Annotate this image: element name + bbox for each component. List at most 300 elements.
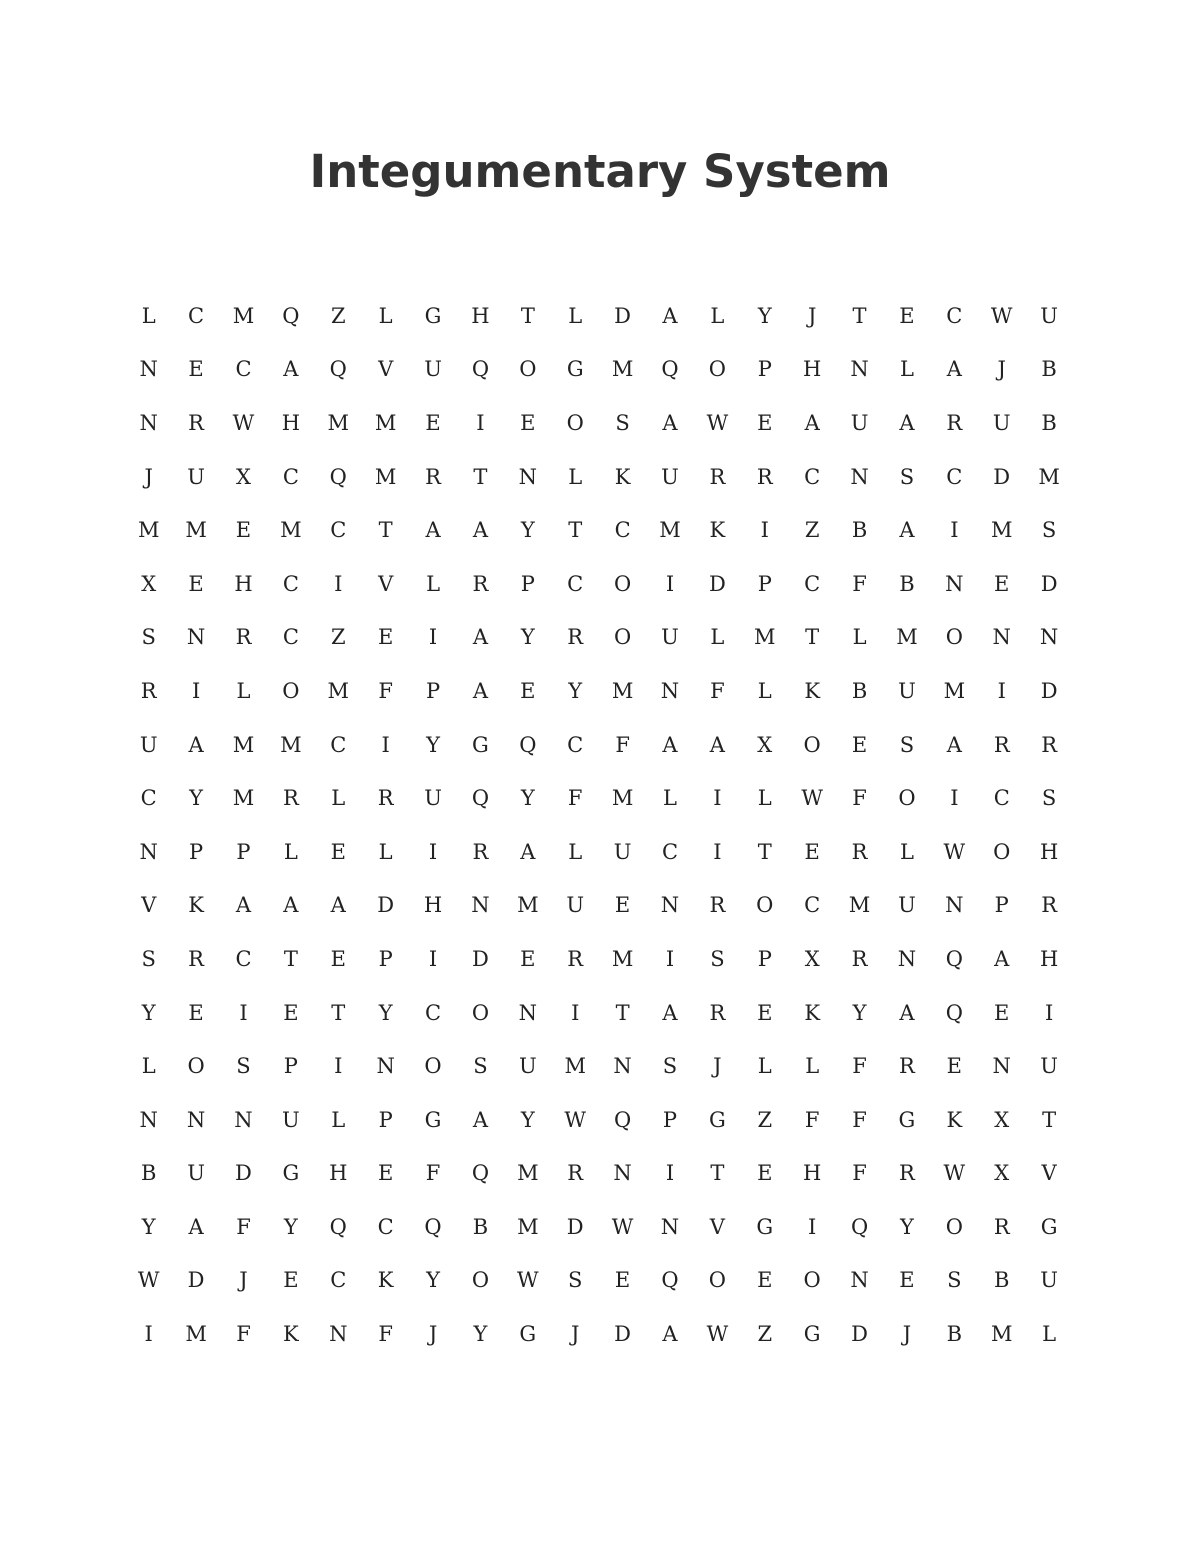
- grid-cell[interactable]: Q: [329, 464, 347, 489]
- grid-cell[interactable]: Z: [330, 303, 346, 328]
- grid-cell[interactable]: S: [710, 946, 725, 971]
- grid-cell[interactable]: R: [567, 946, 584, 971]
- grid-cell[interactable]: L: [899, 839, 914, 864]
- grid-cell[interactable]: F: [615, 732, 630, 757]
- grid-cell[interactable]: Q: [945, 946, 963, 971]
- grid-cell[interactable]: J: [807, 303, 817, 328]
- grid-cell[interactable]: F: [852, 1107, 867, 1132]
- grid-cell[interactable]: U: [282, 1107, 300, 1132]
- grid-cell[interactable]: D: [708, 571, 726, 596]
- grid-cell[interactable]: G: [566, 357, 584, 382]
- grid-cell[interactable]: N: [376, 1054, 395, 1079]
- grid-cell[interactable]: F: [567, 786, 583, 811]
- grid-cell[interactable]: Y: [426, 1268, 440, 1293]
- grid-cell[interactable]: A: [520, 839, 536, 864]
- grid-cell[interactable]: Y: [426, 732, 440, 757]
- grid-cell[interactable]: A: [899, 518, 915, 543]
- grid-cell[interactable]: C: [377, 1214, 394, 1239]
- grid-cell[interactable]: Q: [613, 1107, 632, 1132]
- grid-cell[interactable]: N: [660, 1214, 680, 1239]
- grid-cell[interactable]: A: [188, 1214, 204, 1239]
- grid-cell[interactable]: F: [852, 1054, 867, 1079]
- grid-cell[interactable]: N: [329, 1322, 348, 1347]
- grid-cell[interactable]: R: [993, 1214, 1010, 1239]
- grid-cell[interactable]: P: [757, 946, 772, 971]
- grid-cell[interactable]: M: [327, 678, 350, 703]
- grid-cell[interactable]: C: [235, 357, 252, 382]
- grid-cell[interactable]: J: [239, 1268, 248, 1293]
- grid-cell[interactable]: A: [662, 410, 678, 435]
- grid-cell[interactable]: O: [519, 357, 537, 382]
- grid-cell[interactable]: S: [141, 625, 156, 650]
- grid-cell[interactable]: D: [566, 1214, 584, 1239]
- grid-cell[interactable]: J: [571, 1322, 580, 1347]
- grid-cell[interactable]: A: [709, 732, 725, 757]
- grid-cell[interactable]: B: [1041, 410, 1057, 435]
- grid-cell[interactable]: U: [850, 410, 869, 435]
- grid-cell[interactable]: L: [283, 839, 298, 864]
- grid-cell[interactable]: D: [851, 1322, 868, 1347]
- grid-cell[interactable]: C: [330, 518, 347, 543]
- grid-cell[interactable]: I: [665, 946, 675, 971]
- grid-cell[interactable]: M: [943, 678, 966, 703]
- grid-cell[interactable]: L: [663, 786, 677, 811]
- grid-cell[interactable]: S: [615, 410, 630, 435]
- grid-cell[interactable]: R: [282, 786, 299, 811]
- grid-cell[interactable]: U: [992, 410, 1011, 435]
- grid-cell[interactable]: N: [992, 1054, 1011, 1079]
- grid-cell[interactable]: N: [850, 464, 869, 489]
- grid-cell[interactable]: F: [852, 786, 867, 811]
- grid-cell[interactable]: Y: [141, 1000, 156, 1025]
- grid-cell[interactable]: L: [331, 1107, 346, 1132]
- grid-cell[interactable]: E: [283, 1000, 299, 1025]
- grid-cell[interactable]: Y: [520, 625, 535, 650]
- grid-cell[interactable]: D: [1040, 571, 1058, 596]
- grid-cell[interactable]: S: [1041, 786, 1057, 811]
- grid-cell[interactable]: P: [189, 839, 204, 864]
- grid-cell[interactable]: H: [423, 893, 443, 918]
- grid-cell[interactable]: N: [139, 1107, 158, 1132]
- grid-cell[interactable]: U: [898, 893, 916, 918]
- grid-cell[interactable]: M: [564, 1054, 586, 1079]
- grid-cell[interactable]: W: [706, 410, 729, 435]
- grid-cell[interactable]: R: [425, 464, 441, 489]
- grid-cell[interactable]: G: [424, 303, 442, 328]
- grid-cell[interactable]: L: [568, 464, 583, 489]
- grid-cell[interactable]: T: [283, 946, 298, 971]
- grid-cell[interactable]: K: [804, 678, 821, 703]
- grid-cell[interactable]: S: [141, 946, 156, 971]
- grid-cell[interactable]: C: [804, 893, 821, 918]
- grid-cell[interactable]: Y: [473, 1322, 488, 1347]
- grid-cell[interactable]: S: [662, 1054, 678, 1079]
- grid-cell[interactable]: M: [990, 518, 1013, 543]
- grid-cell[interactable]: I: [144, 1322, 153, 1347]
- grid-cell[interactable]: P: [757, 571, 772, 596]
- grid-cell[interactable]: L: [757, 1054, 772, 1079]
- grid-cell[interactable]: C: [425, 1000, 442, 1025]
- grid-cell[interactable]: W: [706, 1322, 729, 1347]
- grid-cell[interactable]: G: [1040, 1214, 1058, 1239]
- grid-cell[interactable]: B: [1041, 357, 1057, 382]
- grid-cell[interactable]: C: [993, 786, 1010, 811]
- grid-cell[interactable]: L: [426, 571, 441, 596]
- grid-cell[interactable]: N: [1039, 625, 1059, 650]
- grid-cell[interactable]: I: [713, 786, 722, 811]
- grid-cell[interactable]: K: [804, 1000, 821, 1025]
- grid-cell[interactable]: Y: [520, 1107, 535, 1132]
- grid-cell[interactable]: M: [611, 946, 634, 971]
- grid-cell[interactable]: D: [235, 1161, 252, 1186]
- grid-cell[interactable]: U: [424, 786, 442, 811]
- grid-cell[interactable]: I: [665, 571, 675, 596]
- grid-cell[interactable]: N: [234, 1107, 253, 1132]
- grid-cell[interactable]: P: [425, 678, 441, 703]
- grid-cell[interactable]: S: [568, 1268, 583, 1293]
- grid-cell[interactable]: Q: [471, 786, 490, 811]
- grid-cell[interactable]: M: [517, 893, 539, 918]
- grid-cell[interactable]: C: [804, 571, 821, 596]
- grid-cell[interactable]: U: [139, 732, 158, 757]
- grid-cell[interactable]: M: [517, 1161, 539, 1186]
- grid-cell[interactable]: O: [424, 1054, 442, 1079]
- grid-cell[interactable]: N: [139, 357, 158, 382]
- grid-cell[interactable]: O: [613, 625, 632, 650]
- grid-cell[interactable]: V: [141, 893, 157, 918]
- grid-cell[interactable]: I: [334, 571, 343, 596]
- grid-cell[interactable]: K: [614, 464, 631, 489]
- grid-cell[interactable]: Q: [329, 1214, 347, 1239]
- grid-cell[interactable]: C: [282, 571, 299, 596]
- grid-cell[interactable]: L: [378, 839, 393, 864]
- grid-cell[interactable]: M: [374, 464, 397, 489]
- grid-cell[interactable]: A: [188, 732, 204, 757]
- grid-cell[interactable]: I: [428, 839, 438, 864]
- grid-cell[interactable]: P: [662, 1107, 678, 1132]
- grid-cell[interactable]: F: [425, 1161, 441, 1186]
- grid-cell[interactable]: Q: [282, 303, 300, 328]
- grid-cell[interactable]: A: [899, 410, 915, 435]
- grid-cell[interactable]: R: [1041, 732, 1058, 757]
- grid-cell[interactable]: U: [898, 678, 916, 703]
- grid-cell[interactable]: K: [946, 1107, 963, 1132]
- grid-cell[interactable]: I: [997, 678, 1006, 703]
- grid-cell[interactable]: T: [568, 518, 583, 543]
- grid-cell[interactable]: W: [137, 1268, 160, 1293]
- grid-cell[interactable]: Y: [852, 1000, 867, 1025]
- grid-cell[interactable]: U: [424, 357, 442, 382]
- grid-cell[interactable]: N: [897, 946, 917, 971]
- grid-cell[interactable]: N: [518, 464, 537, 489]
- grid-cell[interactable]: F: [852, 571, 867, 596]
- grid-cell[interactable]: R: [472, 839, 489, 864]
- grid-cell[interactable]: A: [994, 946, 1010, 971]
- grid-cell[interactable]: N: [992, 625, 1011, 650]
- grid-cell[interactable]: A: [662, 1000, 678, 1025]
- grid-cell[interactable]: E: [425, 410, 441, 435]
- grid-cell[interactable]: L: [378, 303, 393, 328]
- grid-cell[interactable]: O: [566, 410, 584, 435]
- grid-cell[interactable]: Y: [520, 518, 535, 543]
- grid-cell[interactable]: A: [946, 357, 962, 382]
- grid-cell[interactable]: V: [378, 357, 394, 382]
- grid-cell[interactable]: M: [848, 893, 871, 918]
- grid-cell[interactable]: E: [235, 518, 252, 543]
- grid-cell[interactable]: O: [708, 1268, 726, 1293]
- grid-cell[interactable]: A: [330, 893, 346, 918]
- grid-cell[interactable]: C: [804, 464, 821, 489]
- grid-cell[interactable]: N: [660, 893, 680, 918]
- grid-cell[interactable]: P: [994, 893, 1009, 918]
- grid-cell[interactable]: O: [945, 625, 963, 650]
- grid-cell[interactable]: G: [472, 732, 489, 757]
- grid-cell[interactable]: E: [188, 1000, 204, 1025]
- grid-cell[interactable]: E: [330, 946, 346, 971]
- grid-cell[interactable]: N: [945, 893, 964, 918]
- grid-cell[interactable]: T: [473, 464, 488, 489]
- grid-cell[interactable]: C: [140, 786, 157, 811]
- grid-cell[interactable]: Y: [189, 786, 204, 811]
- grid-cell[interactable]: N: [850, 357, 869, 382]
- grid-cell[interactable]: T: [852, 303, 867, 328]
- grid-cell[interactable]: E: [851, 732, 868, 757]
- grid-cell[interactable]: A: [899, 1000, 915, 1025]
- grid-cell[interactable]: Y: [757, 303, 772, 328]
- grid-cell[interactable]: D: [614, 1322, 632, 1347]
- grid-cell[interactable]: I: [665, 1161, 675, 1186]
- grid-cell[interactable]: T: [520, 303, 535, 328]
- grid-cell[interactable]: U: [1040, 303, 1058, 328]
- grid-cell[interactable]: O: [803, 1268, 821, 1293]
- grid-cell[interactable]: H: [1039, 946, 1059, 971]
- grid-cell[interactable]: M: [280, 518, 302, 543]
- grid-cell[interactable]: C: [661, 839, 679, 864]
- grid-cell[interactable]: F: [236, 1322, 251, 1347]
- grid-cell[interactable]: M: [1038, 464, 1060, 489]
- grid-cell[interactable]: L: [852, 625, 867, 650]
- grid-cell[interactable]: N: [139, 839, 158, 864]
- grid-cell[interactable]: Z: [804, 518, 820, 543]
- grid-cell[interactable]: N: [518, 1000, 537, 1025]
- grid-cell[interactable]: T: [710, 1161, 725, 1186]
- grid-cell[interactable]: E: [899, 1268, 915, 1293]
- grid-cell[interactable]: Q: [519, 732, 537, 757]
- grid-cell[interactable]: C: [235, 946, 252, 971]
- grid-cell[interactable]: L: [331, 786, 346, 811]
- grid-cell[interactable]: M: [232, 786, 255, 811]
- grid-cell[interactable]: H: [234, 571, 253, 596]
- grid-cell[interactable]: Q: [661, 357, 679, 382]
- grid-cell[interactable]: U: [566, 893, 585, 918]
- grid-cell[interactable]: S: [899, 732, 915, 757]
- grid-cell[interactable]: H: [803, 1161, 822, 1186]
- grid-cell[interactable]: S: [236, 1054, 251, 1079]
- grid-cell[interactable]: B: [851, 518, 868, 543]
- grid-cell[interactable]: R: [851, 946, 868, 971]
- grid-cell[interactable]: H: [471, 303, 490, 328]
- grid-cell[interactable]: T: [331, 1000, 346, 1025]
- grid-cell[interactable]: F: [804, 1107, 820, 1132]
- grid-cell[interactable]: M: [754, 625, 776, 650]
- grid-cell[interactable]: I: [334, 1054, 343, 1079]
- grid-cell[interactable]: L: [141, 303, 156, 328]
- grid-cell[interactable]: W: [801, 786, 823, 811]
- grid-cell[interactable]: S: [899, 464, 915, 489]
- grid-cell[interactable]: Y: [141, 1214, 156, 1239]
- grid-cell[interactable]: C: [946, 464, 963, 489]
- grid-cell[interactable]: U: [187, 1161, 205, 1186]
- grid-cell[interactable]: P: [283, 1054, 298, 1079]
- grid-cell[interactable]: R: [235, 625, 252, 650]
- grid-cell[interactable]: M: [185, 1322, 207, 1347]
- grid-cell[interactable]: R: [567, 1161, 584, 1186]
- grid-cell[interactable]: C: [614, 518, 631, 543]
- grid-cell[interactable]: Z: [757, 1322, 773, 1347]
- grid-cell[interactable]: E: [614, 893, 631, 918]
- grid-cell[interactable]: E: [188, 357, 204, 382]
- grid-cell[interactable]: A: [425, 518, 441, 543]
- grid-cell[interactable]: E: [377, 1161, 394, 1186]
- grid-cell[interactable]: G: [898, 1107, 916, 1132]
- grid-cell[interactable]: A: [804, 410, 820, 435]
- grid-cell[interactable]: D: [614, 303, 632, 328]
- grid-cell[interactable]: I: [950, 786, 959, 811]
- grid-cell[interactable]: N: [186, 1107, 206, 1132]
- grid-cell[interactable]: H: [329, 1161, 348, 1186]
- grid-cell[interactable]: A: [235, 893, 252, 918]
- grid-cell[interactable]: G: [519, 1322, 537, 1347]
- grid-cell[interactable]: I: [239, 1000, 248, 1025]
- grid-cell[interactable]: E: [377, 625, 394, 650]
- grid-cell[interactable]: O: [803, 732, 821, 757]
- grid-cell[interactable]: R: [946, 410, 963, 435]
- grid-cell[interactable]: P: [378, 1107, 393, 1132]
- grid-cell[interactable]: Q: [471, 357, 490, 382]
- grid-cell[interactable]: J: [902, 1322, 912, 1347]
- grid-cell[interactable]: V: [378, 571, 394, 596]
- grid-cell[interactable]: U: [1040, 1054, 1058, 1079]
- grid-cell[interactable]: U: [187, 464, 205, 489]
- grid-cell[interactable]: I: [1044, 1000, 1054, 1025]
- grid-cell[interactable]: C: [567, 732, 584, 757]
- grid-cell[interactable]: A: [283, 893, 299, 918]
- grid-cell[interactable]: M: [611, 678, 634, 703]
- grid-cell[interactable]: L: [805, 1054, 820, 1079]
- grid-cell[interactable]: E: [520, 678, 536, 703]
- grid-cell[interactable]: M: [232, 303, 255, 328]
- grid-cell[interactable]: N: [945, 571, 964, 596]
- grid-cell[interactable]: I: [381, 732, 390, 757]
- grid-cell[interactable]: U: [1040, 1268, 1058, 1293]
- grid-cell[interactable]: W: [517, 1268, 539, 1293]
- grid-cell[interactable]: M: [517, 1214, 539, 1239]
- grid-cell[interactable]: M: [611, 357, 634, 382]
- grid-cell[interactable]: Y: [378, 1000, 393, 1025]
- grid-cell[interactable]: F: [236, 1214, 251, 1239]
- grid-cell[interactable]: A: [472, 625, 489, 650]
- grid-cell[interactable]: A: [472, 1107, 489, 1132]
- grid-cell[interactable]: B: [994, 1268, 1010, 1293]
- grid-cell[interactable]: N: [660, 678, 680, 703]
- grid-cell[interactable]: M: [611, 786, 634, 811]
- grid-cell[interactable]: O: [471, 1000, 490, 1025]
- grid-cell[interactable]: U: [661, 464, 679, 489]
- grid-cell[interactable]: R: [851, 839, 868, 864]
- grid-cell[interactable]: C: [282, 464, 299, 489]
- grid-cell[interactable]: L: [236, 678, 251, 703]
- grid-cell[interactable]: L: [710, 625, 725, 650]
- grid-cell[interactable]: X: [757, 732, 773, 757]
- grid-cell[interactable]: E: [188, 571, 204, 596]
- grid-cell[interactable]: B: [851, 678, 868, 703]
- grid-cell[interactable]: R: [899, 1054, 915, 1079]
- grid-cell[interactable]: V: [1041, 1161, 1057, 1186]
- grid-cell[interactable]: E: [520, 946, 536, 971]
- grid-cell[interactable]: Y: [900, 1214, 914, 1239]
- grid-cell[interactable]: K: [283, 1322, 299, 1347]
- grid-cell[interactable]: C: [188, 303, 205, 328]
- grid-cell[interactable]: K: [188, 893, 204, 918]
- grid-cell[interactable]: R: [472, 571, 489, 596]
- grid-cell[interactable]: G: [708, 1107, 726, 1132]
- grid-cell[interactable]: E: [994, 1000, 1010, 1025]
- grid-cell[interactable]: O: [708, 357, 726, 382]
- grid-cell[interactable]: R: [567, 625, 584, 650]
- grid-cell[interactable]: X: [804, 946, 820, 971]
- grid-cell[interactable]: R: [140, 678, 157, 703]
- grid-cell[interactable]: E: [757, 410, 773, 435]
- grid-cell[interactable]: Q: [471, 1161, 490, 1186]
- grid-cell[interactable]: W: [611, 1214, 634, 1239]
- grid-cell[interactable]: I: [428, 946, 438, 971]
- grid-cell[interactable]: X: [141, 571, 157, 596]
- grid-cell[interactable]: G: [282, 1161, 300, 1186]
- grid-cell[interactable]: P: [378, 946, 393, 971]
- grid-cell[interactable]: O: [471, 1268, 490, 1293]
- grid-cell[interactable]: J: [428, 1322, 438, 1347]
- grid-cell[interactable]: M: [137, 518, 160, 543]
- grid-cell[interactable]: A: [662, 732, 678, 757]
- grid-cell[interactable]: E: [757, 1268, 773, 1293]
- grid-cell[interactable]: S: [473, 1054, 488, 1079]
- grid-cell[interactable]: Y: [568, 678, 583, 703]
- grid-cell[interactable]: F: [378, 1322, 393, 1347]
- grid-cell[interactable]: L: [757, 786, 772, 811]
- grid-cell[interactable]: M: [232, 732, 255, 757]
- grid-cell[interactable]: C: [330, 1268, 347, 1293]
- grid-cell[interactable]: P: [520, 571, 535, 596]
- grid-cell[interactable]: E: [520, 410, 536, 435]
- grid-cell[interactable]: T: [1042, 1107, 1057, 1132]
- grid-cell[interactable]: D: [1040, 678, 1058, 703]
- grid-cell[interactable]: M: [280, 732, 302, 757]
- grid-cell[interactable]: C: [567, 571, 584, 596]
- grid-cell[interactable]: D: [187, 1268, 205, 1293]
- grid-cell[interactable]: W: [232, 410, 255, 435]
- grid-cell[interactable]: I: [760, 518, 769, 543]
- grid-cell[interactable]: R: [993, 732, 1010, 757]
- grid-cell[interactable]: Y: [283, 1214, 298, 1239]
- grid-cell[interactable]: H: [281, 410, 301, 435]
- grid-cell[interactable]: U: [518, 1054, 537, 1079]
- grid-cell[interactable]: D: [377, 893, 395, 918]
- grid-cell[interactable]: G: [803, 1322, 821, 1347]
- grid-cell[interactable]: R: [709, 464, 726, 489]
- grid-cell[interactable]: P: [757, 357, 772, 382]
- grid-cell[interactable]: M: [659, 518, 681, 543]
- grid-cell[interactable]: N: [471, 893, 490, 918]
